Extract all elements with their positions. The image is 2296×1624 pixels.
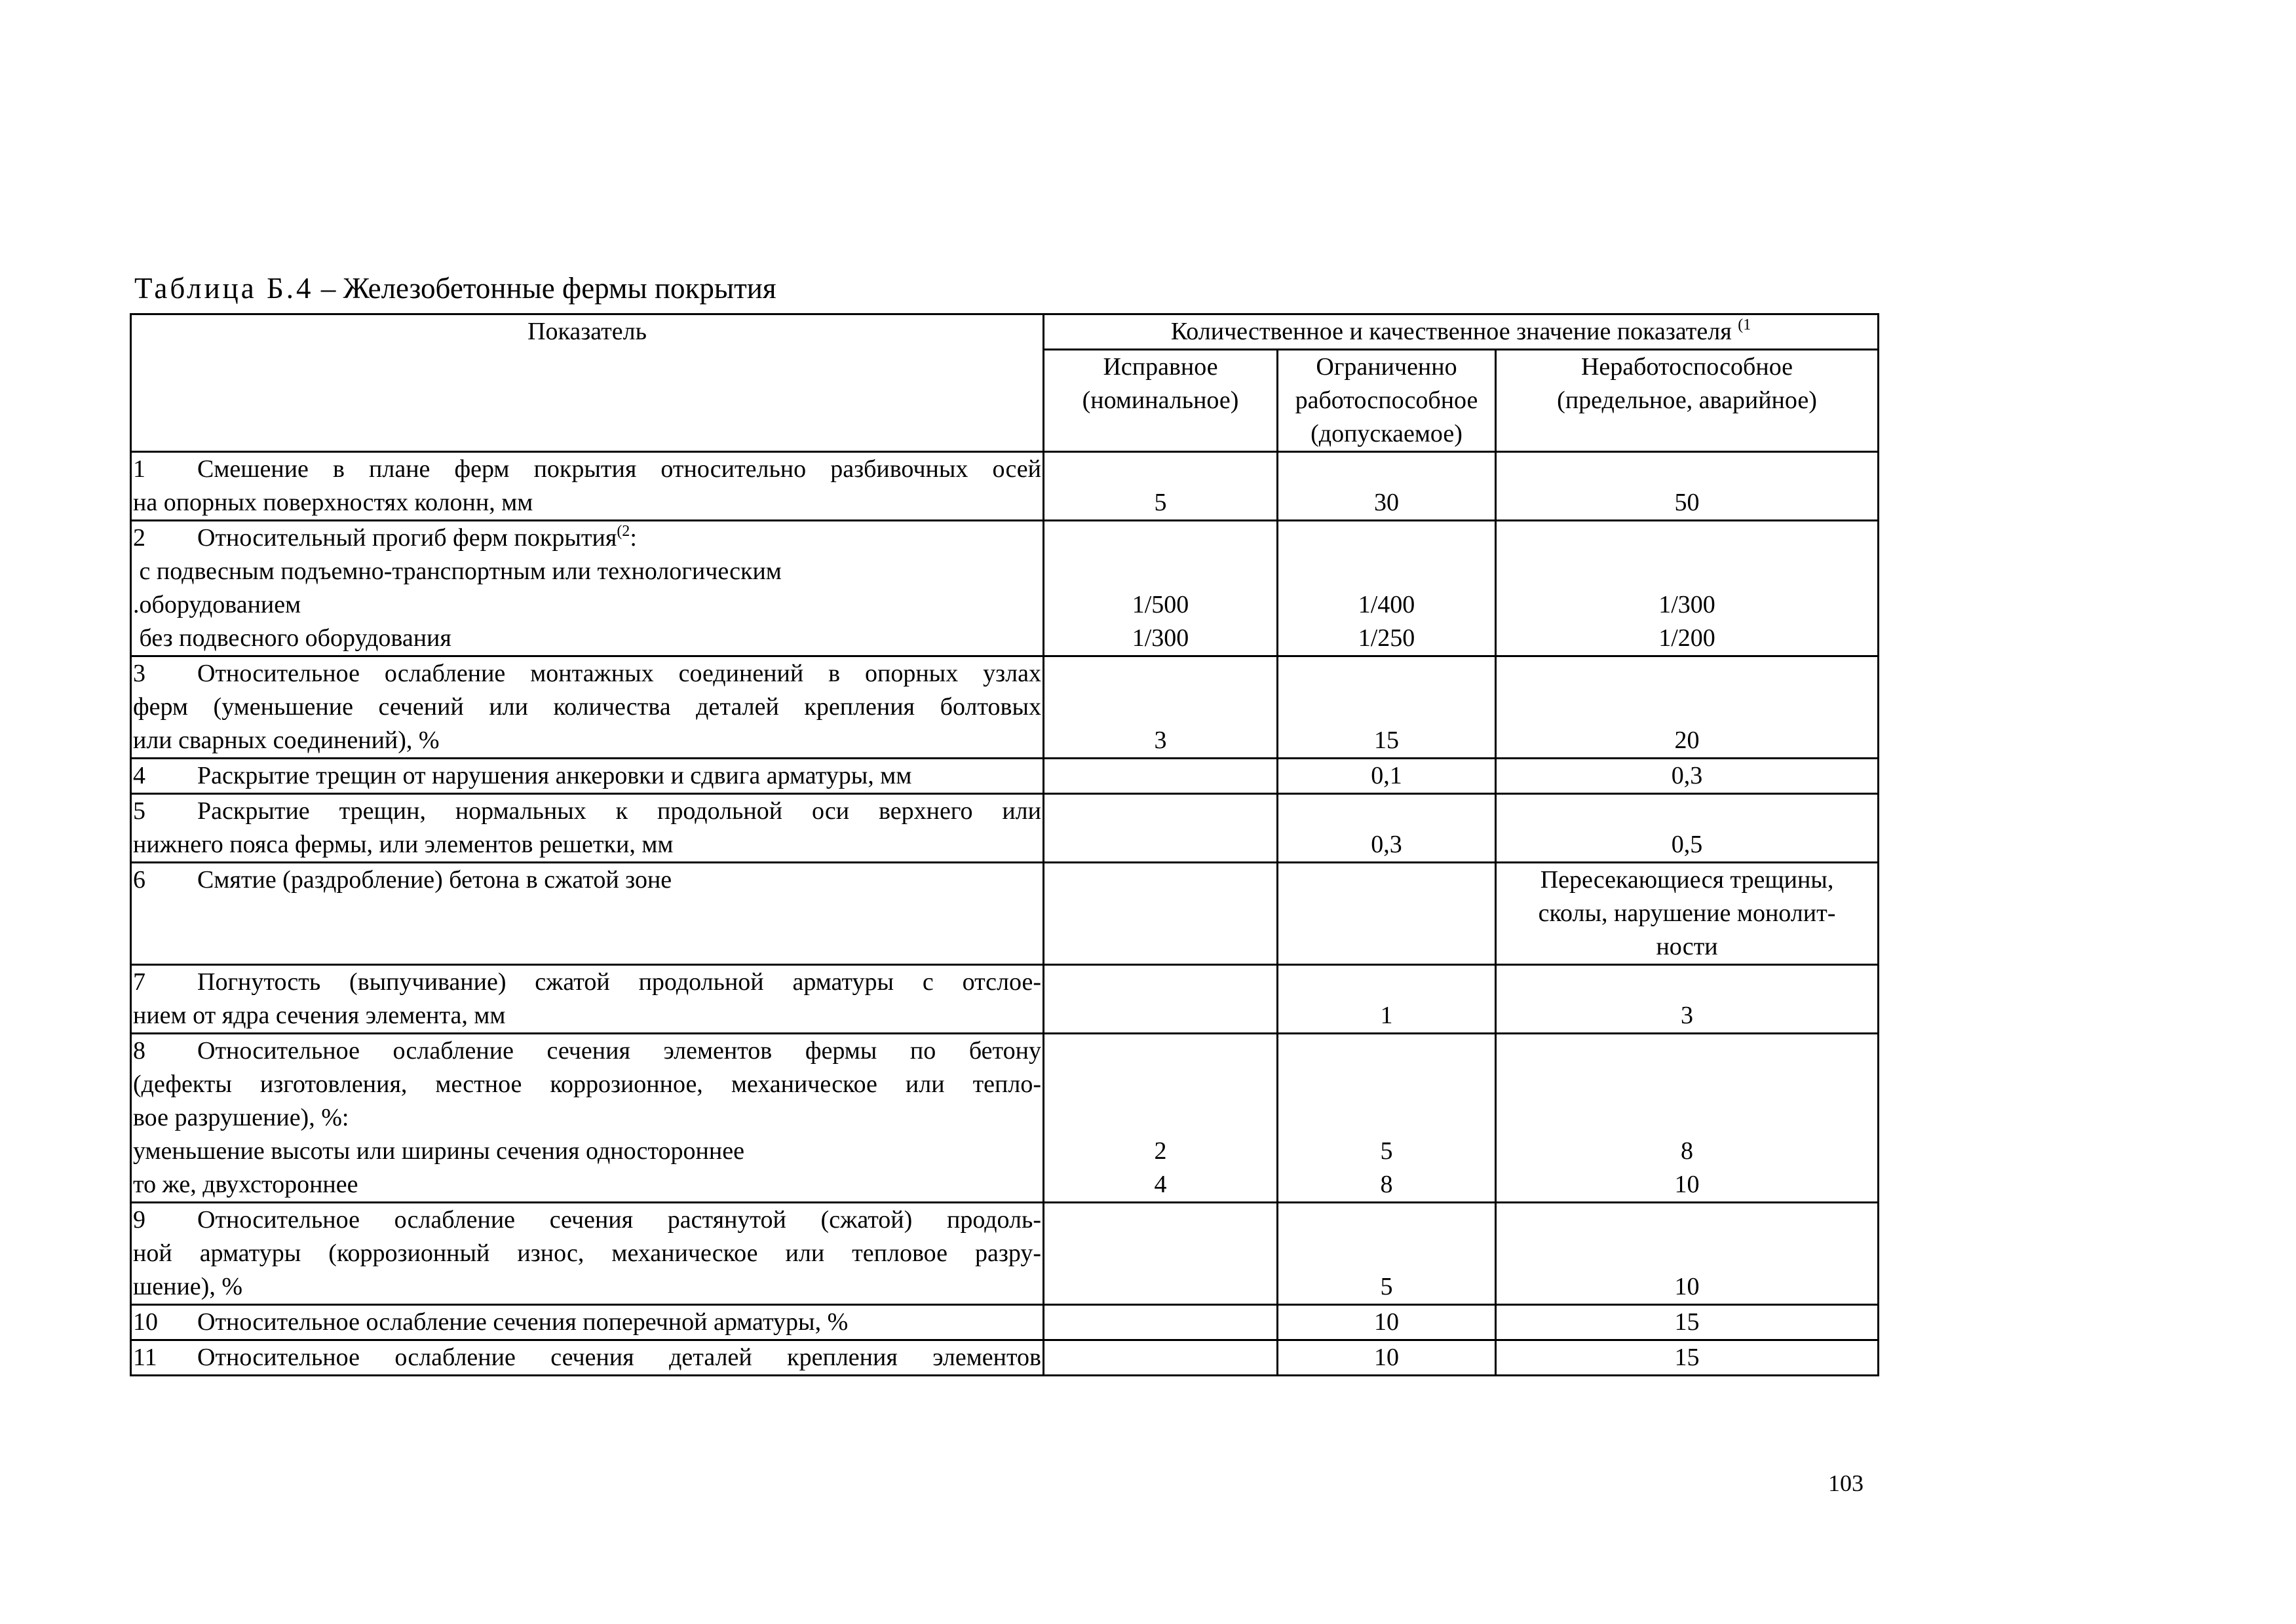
table-row xyxy=(131,656,1879,759)
row-value-col1: 1/500 1/300 xyxy=(1044,521,1278,656)
row-line: 3 Относительное ослабление монтажных соединений в опорных узлах xyxy=(133,657,1041,690)
row-indicator xyxy=(131,1203,1044,1305)
row-value-col1: 2 4 xyxy=(1044,1034,1278,1203)
row-line: без подвесного оборудования xyxy=(133,624,451,652)
row-indicator xyxy=(131,794,1044,863)
table-row xyxy=(131,965,1879,1034)
row-value-col3: 0,5 xyxy=(1496,794,1879,863)
row-indicator xyxy=(131,521,1044,656)
row-number: 9 xyxy=(133,1206,145,1234)
row-line: 10 Относительное ослабление сечения поперечной арматуры, % xyxy=(133,1306,1041,1339)
header-col2-line: работоспособное xyxy=(1295,387,1478,414)
header-group xyxy=(1044,314,1879,350)
row-value-col1 xyxy=(1044,794,1278,863)
caption-title: Железобетонные фермы покрытия xyxy=(343,272,776,305)
row-line: 8 Относительное ослабление сечения элементов фермы по бетону xyxy=(133,1034,1041,1068)
row-line: нием от ядра сечения элемента, мм xyxy=(133,1002,506,1029)
row-value-col1: 3 xyxy=(1044,656,1278,759)
row-number: 1 xyxy=(133,455,145,483)
table-row xyxy=(131,759,1879,794)
row-value-col3: 0,3 xyxy=(1496,759,1879,794)
table-row xyxy=(131,1034,1879,1203)
table-row xyxy=(131,863,1879,965)
table-caption xyxy=(134,274,776,303)
row-line: 5 Раскрытие трещин, нормальных к продольной оси верхнего или xyxy=(133,795,1041,828)
row-value-col3: 3 xyxy=(1496,965,1879,1034)
row-value-col1 xyxy=(1044,759,1278,794)
row-indicator xyxy=(131,759,1044,794)
header-col2-line: (допускаемое) xyxy=(1311,420,1463,447)
row-value-col3: 15 xyxy=(1496,1305,1879,1340)
row-indicator xyxy=(131,1034,1044,1203)
row-value-col3: 8 10 xyxy=(1496,1034,1879,1203)
header-group-text: Количественное и качественное значение показателя xyxy=(1170,318,1732,345)
row-line: 11 Относительное ослабление сечения деталей крепления элементов xyxy=(133,1341,1041,1374)
row-number: 7 xyxy=(133,968,145,996)
row-indicator xyxy=(131,965,1044,1034)
header-group-note: (1 xyxy=(1738,316,1751,333)
row-value-col1 xyxy=(1044,1305,1278,1340)
row-value-col3: 20 xyxy=(1496,656,1879,759)
row-line: (дефекты изготовления, местное коррозионное, механическое или тепло- xyxy=(133,1070,1041,1098)
row-number: 10 xyxy=(133,1308,158,1336)
row-number: 11 xyxy=(133,1344,157,1371)
row-line: .оборудованием xyxy=(133,591,301,618)
row-line: на опорных поверхностях колонн, мм xyxy=(133,489,533,516)
row-value-col3: Пересекающиеся трещины, сколы, нарушение монолит- ности xyxy=(1496,863,1879,965)
table-row xyxy=(131,1203,1879,1305)
header-indicator: Показатель xyxy=(131,314,1044,452)
header-col1-line: (номинальное) xyxy=(1082,387,1239,414)
row-line: вое разрушение), %: xyxy=(133,1104,349,1131)
row-number: 4 xyxy=(133,762,145,789)
row-line: 1 Смешение в плане ферм покрытия относительно разбивочных осей xyxy=(133,453,1041,486)
row-value-col3: 1/300 1/200 xyxy=(1496,521,1879,656)
row-value-col2: 1/400 1/250 xyxy=(1278,521,1496,656)
row-line: 4 Раскрытие трещин от нарушения анкеровки и сдвига арматуры, мм xyxy=(133,759,1041,793)
row-value-col1 xyxy=(1044,863,1278,965)
row-value-col2 xyxy=(1278,863,1496,965)
row-line: или сварных соединений), % xyxy=(133,727,440,754)
row-line: ферм (уменьшение сечений или количества деталей крепления болтовых xyxy=(133,693,1041,721)
row-value-col3: 15 xyxy=(1496,1340,1879,1376)
table-row xyxy=(131,1305,1879,1340)
row-value-col2: 5 8 xyxy=(1278,1034,1496,1203)
row-value-col2: 1 xyxy=(1278,965,1496,1034)
row-value-col3: 10 xyxy=(1496,1203,1879,1305)
caption-dash: – xyxy=(320,272,336,305)
row-indicator xyxy=(131,452,1044,521)
row-line: с подвесным подъемно-транспортным или технологическим xyxy=(133,557,782,585)
row-line: нижнего пояса фермы, или элементов решетки, мм xyxy=(133,831,674,858)
row-number: 6 xyxy=(133,866,145,894)
row-line: шение), % xyxy=(133,1273,242,1300)
table-row xyxy=(131,452,1879,521)
row-line: уменьшение высоты или ширины сечения одностороннее xyxy=(133,1137,744,1165)
header-col3-line: Неработоспособное xyxy=(1580,353,1793,381)
row-line: 6 Смятие (раздробление) бетона в сжатой зоне xyxy=(133,863,1041,897)
table-row xyxy=(131,794,1879,863)
row-line: ной арматуры (коррозионный износ, механическое или тепловое разру- xyxy=(133,1239,1041,1267)
row-number: 3 xyxy=(133,660,145,687)
caption-lead: Таблица Б.4 xyxy=(134,272,314,305)
row-number: 5 xyxy=(133,797,145,825)
header-col-serviceable xyxy=(1044,350,1278,452)
row-number: 2 xyxy=(133,524,145,552)
table-row xyxy=(131,521,1879,656)
row-value-col1 xyxy=(1044,1340,1278,1376)
row-line: 2 Относительный прогиб ферм покрытия$^{(2}$: xyxy=(133,521,1041,555)
header-col3-line: (предельное, аварийное) xyxy=(1557,387,1817,414)
data-table xyxy=(130,313,1879,1376)
row-line: 7 Погнутость (выпучивание) сжатой продольной арматуры с отслое- xyxy=(133,966,1041,999)
table-row xyxy=(131,1340,1879,1376)
row-value-col2: 15 xyxy=(1278,656,1496,759)
row-indicator xyxy=(131,656,1044,759)
row-value-col1 xyxy=(1044,965,1278,1034)
row-indicator xyxy=(131,863,1044,965)
row-value-col2: 30 xyxy=(1278,452,1496,521)
row-footnote-mark: (2 xyxy=(617,523,630,540)
page-number: 103 xyxy=(1828,1470,1864,1496)
header-col1-line: Исправное xyxy=(1103,353,1218,381)
row-line: то же, двухстороннее xyxy=(133,1171,358,1198)
row-number: 8 xyxy=(133,1037,145,1065)
header-col2-line: Ограниченно xyxy=(1316,353,1457,381)
row-line: 9 Относительное ослабление сечения растянутой (сжатой) продоль- xyxy=(133,1203,1041,1237)
header-col-inoperable xyxy=(1496,350,1879,452)
row-indicator xyxy=(131,1340,1044,1376)
row-value-col2: 0,1 xyxy=(1278,759,1496,794)
row-indicator xyxy=(131,1305,1044,1340)
row-value-col2: 10 xyxy=(1278,1305,1496,1340)
row-value-col3: 50 xyxy=(1496,452,1879,521)
row-value-col1: 5 xyxy=(1044,452,1278,521)
header-col-limited xyxy=(1278,350,1496,452)
row-value-col1 xyxy=(1044,1203,1278,1305)
row-value-col2: 5 xyxy=(1278,1203,1496,1305)
row-value-col2: 0,3 xyxy=(1278,794,1496,863)
row-value-col2: 10 xyxy=(1278,1340,1496,1376)
